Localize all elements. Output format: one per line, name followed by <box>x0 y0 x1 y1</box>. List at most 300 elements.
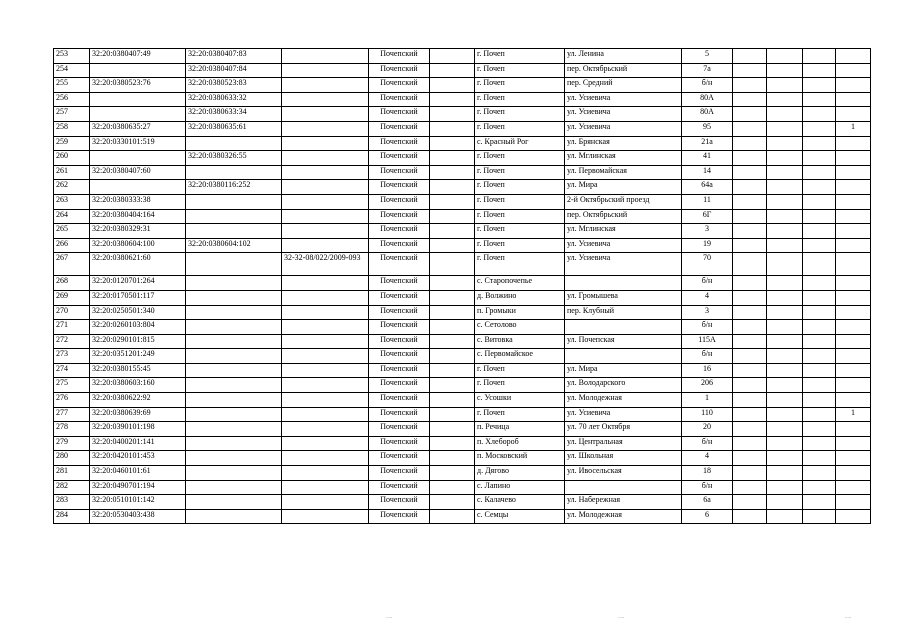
blank-cell <box>803 165 836 180</box>
cadastral-number-cell: 32:20:0380333:38 <box>90 194 186 209</box>
cadastral-number-2-cell <box>186 363 282 378</box>
blank-cell <box>430 466 475 481</box>
street-cell: ул. Молодежная <box>565 509 682 524</box>
street-cell: ул. Усиевича <box>565 107 682 122</box>
locality-cell: г. Почеп <box>475 194 565 209</box>
street-cell: ул. Усиевича <box>565 253 682 276</box>
blank-cell <box>767 363 803 378</box>
blank-cell <box>803 320 836 335</box>
house-number-cell: 7а <box>682 63 733 78</box>
row-number-cell: 262 <box>54 180 90 195</box>
district-cell: Почепский <box>369 209 430 224</box>
blank-cell <box>803 363 836 378</box>
blank-cell <box>430 92 475 107</box>
locality-cell: с. Сетолово <box>475 320 565 335</box>
blank-cell <box>767 378 803 393</box>
blank-cell <box>767 407 803 422</box>
blank-cell <box>733 209 767 224</box>
street-cell <box>565 349 682 364</box>
blank-cell <box>803 107 836 122</box>
street-cell: ул. Центральная <box>565 436 682 451</box>
blank-cell <box>803 238 836 253</box>
house-number-cell: 11 <box>682 194 733 209</box>
count-cell <box>836 180 871 195</box>
count-cell <box>836 238 871 253</box>
registration-number-cell <box>282 466 369 481</box>
house-number-cell: 21а <box>682 136 733 151</box>
cadastral-number-cell: 32:20:0380639:69 <box>90 407 186 422</box>
count-cell <box>836 107 871 122</box>
cadastral-number-cell: 32:20:0380407:49 <box>90 49 186 64</box>
district-cell: Почепский <box>369 136 430 151</box>
locality-cell: с. Первомайское <box>475 349 565 364</box>
cadastral-number-2-cell <box>186 290 282 305</box>
table-row <box>54 480 871 495</box>
blank-cell <box>430 290 475 305</box>
locality-cell: г. Почеп <box>475 63 565 78</box>
locality-cell: с. Семцы <box>475 509 565 524</box>
locality-cell: п. Московский <box>475 451 565 466</box>
table-row <box>54 253 871 276</box>
registration-number-cell <box>282 136 369 151</box>
blank-cell <box>430 305 475 320</box>
blank-cell <box>767 121 803 136</box>
district-cell: Почепский <box>369 290 430 305</box>
cadastral-number-cell: 32:20:0420101:453 <box>90 451 186 466</box>
registration-number-cell <box>282 363 369 378</box>
street-cell: пер. Средний <box>565 78 682 93</box>
locality-cell: с. Калачево <box>475 495 565 510</box>
count-cell: 1 <box>836 407 871 422</box>
cadastral-number-cell: 32:20:0380604:100 <box>90 238 186 253</box>
registration-number-cell <box>282 151 369 166</box>
count-cell <box>836 378 871 393</box>
blank-cell <box>803 305 836 320</box>
house-number-cell: 20 <box>682 422 733 437</box>
blank-cell <box>430 378 475 393</box>
locality-cell: г. Почеп <box>475 378 565 393</box>
cadastral-number-2-cell <box>186 422 282 437</box>
cadastral-number-2-cell <box>186 253 282 276</box>
blank-cell <box>767 393 803 408</box>
registration-number-cell <box>282 436 369 451</box>
street-cell: ул. Усиевича <box>565 92 682 107</box>
locality-cell: г. Почеп <box>475 121 565 136</box>
district-cell: Почепский <box>369 180 430 195</box>
house-number-cell: 64а <box>682 180 733 195</box>
count-cell <box>836 393 871 408</box>
row-number-cell: 257 <box>54 107 90 122</box>
locality-cell: г. Почеп <box>475 92 565 107</box>
locality-cell: с. Лапино <box>475 480 565 495</box>
blank-cell <box>803 209 836 224</box>
table-row <box>54 393 871 408</box>
cadastral-number-2-cell <box>186 194 282 209</box>
district-cell: Почепский <box>369 224 430 239</box>
district-cell: Почепский <box>369 509 430 524</box>
district-cell: Почепский <box>369 393 430 408</box>
blank-cell <box>803 393 836 408</box>
cadastral-number-cell: 32:20:0490701:194 <box>90 480 186 495</box>
blank-cell <box>733 121 767 136</box>
blank-cell <box>767 253 803 276</box>
blank-cell <box>733 407 767 422</box>
cadastral-number-cell: 32:20:0390101:198 <box>90 422 186 437</box>
count-cell <box>836 165 871 180</box>
blank-cell <box>430 180 475 195</box>
count-cell <box>836 305 871 320</box>
blank-cell <box>803 92 836 107</box>
house-number-cell: 95 <box>682 121 733 136</box>
table-row <box>54 209 871 224</box>
street-cell: ул. Мира <box>565 180 682 195</box>
count-cell <box>836 253 871 276</box>
locality-cell: п. Громыки <box>475 305 565 320</box>
blank-cell <box>733 363 767 378</box>
row-number-cell: 264 <box>54 209 90 224</box>
cadastral-number-cell: 32:20:0380621:60 <box>90 253 186 276</box>
house-number-cell: 80А <box>682 107 733 122</box>
locality-cell: г. Почеп <box>475 224 565 239</box>
house-number-cell: 41 <box>682 151 733 166</box>
district-cell: Почепский <box>369 320 430 335</box>
cadastral-number-2-cell <box>186 136 282 151</box>
blank-cell <box>733 305 767 320</box>
blank-cell <box>767 466 803 481</box>
locality-cell: г. Почеп <box>475 407 565 422</box>
district-cell: Почепский <box>369 253 430 276</box>
cadastral-number-2-cell <box>186 466 282 481</box>
blank-cell <box>733 107 767 122</box>
scan-mark: ..... <box>386 615 393 620</box>
cadastral-number-2-cell <box>186 276 282 291</box>
count-cell <box>836 49 871 64</box>
house-number-cell: 80А <box>682 92 733 107</box>
cadastral-number-2-cell <box>186 334 282 349</box>
table-row <box>54 165 871 180</box>
count-cell <box>836 334 871 349</box>
blank-cell <box>803 49 836 64</box>
street-cell: ул. Ивосельская <box>565 466 682 481</box>
cadastral-number-2-cell: 32:20:0380523:83 <box>186 78 282 93</box>
house-number-cell: 70 <box>682 253 733 276</box>
blank-cell <box>430 49 475 64</box>
house-number-cell: 5 <box>682 49 733 64</box>
district-cell: Почепский <box>369 107 430 122</box>
table-row <box>54 78 871 93</box>
locality-cell: с. Старопочепье <box>475 276 565 291</box>
blank-cell <box>767 334 803 349</box>
registration-number-cell <box>282 334 369 349</box>
locality-cell: с. Усошки <box>475 393 565 408</box>
table-row <box>54 238 871 253</box>
blank-cell <box>767 224 803 239</box>
registration-number-cell <box>282 165 369 180</box>
blank-cell <box>733 480 767 495</box>
cadastral-number-cell: 32:20:0120701:264 <box>90 276 186 291</box>
cadastral-number-2-cell <box>186 224 282 239</box>
table-row <box>54 224 871 239</box>
registration-number-cell <box>282 422 369 437</box>
blank-cell <box>767 480 803 495</box>
blank-cell <box>767 165 803 180</box>
blank-cell <box>767 209 803 224</box>
table-body <box>54 49 871 524</box>
cadastral-number-cell <box>90 92 186 107</box>
registration-number-cell <box>282 393 369 408</box>
blank-cell <box>733 78 767 93</box>
blank-cell <box>430 151 475 166</box>
count-cell <box>836 466 871 481</box>
registration-number-cell <box>282 495 369 510</box>
registration-number-cell <box>282 78 369 93</box>
registration-number-cell <box>282 480 369 495</box>
blank-cell <box>767 107 803 122</box>
blank-cell <box>430 320 475 335</box>
locality-cell: п. Речица <box>475 422 565 437</box>
row-number-cell: 266 <box>54 238 90 253</box>
blank-cell <box>733 451 767 466</box>
cadastral-number-cell: 32:20:0351201:249 <box>90 349 186 364</box>
table-row <box>54 466 871 481</box>
blank-cell <box>803 63 836 78</box>
blank-cell <box>803 436 836 451</box>
house-number-cell: б/н <box>682 78 733 93</box>
row-number-cell: 263 <box>54 194 90 209</box>
house-number-cell: 4 <box>682 451 733 466</box>
row-number-cell: 282 <box>54 480 90 495</box>
row-number-cell: 265 <box>54 224 90 239</box>
street-cell: 2-й Октябрьский проезд <box>565 194 682 209</box>
row-number-cell: 267 <box>54 253 90 276</box>
street-cell: ул. Усиевича <box>565 238 682 253</box>
table-row <box>54 63 871 78</box>
registration-number-cell <box>282 407 369 422</box>
blank-cell <box>803 495 836 510</box>
blank-cell <box>733 136 767 151</box>
locality-cell: г. Почеп <box>475 238 565 253</box>
house-number-cell: 4 <box>682 290 733 305</box>
blank-cell <box>733 436 767 451</box>
count-cell <box>836 349 871 364</box>
registration-number-cell <box>282 509 369 524</box>
row-number-cell: 254 <box>54 63 90 78</box>
blank-cell <box>767 194 803 209</box>
cadastral-number-cell <box>90 180 186 195</box>
district-cell: Почепский <box>369 495 430 510</box>
street-cell: ул. Мглинская <box>565 151 682 166</box>
locality-cell: г. Почеп <box>475 165 565 180</box>
row-number-cell: 258 <box>54 121 90 136</box>
locality-cell: г. Почеп <box>475 363 565 378</box>
row-number-cell: 256 <box>54 92 90 107</box>
row-number-cell: 284 <box>54 509 90 524</box>
cadastral-number-2-cell: 32:20:0380633:34 <box>186 107 282 122</box>
count-cell <box>836 194 871 209</box>
house-number-cell: 3 <box>682 305 733 320</box>
blank-cell <box>767 63 803 78</box>
cadastral-number-cell: 32:20:0380155:45 <box>90 363 186 378</box>
blank-cell <box>767 422 803 437</box>
blank-cell <box>430 407 475 422</box>
blank-cell <box>430 78 475 93</box>
cadastral-number-cell: 32:20:0290101:815 <box>90 334 186 349</box>
row-number-cell: 279 <box>54 436 90 451</box>
locality-cell: г. Почеп <box>475 49 565 64</box>
count-cell <box>836 480 871 495</box>
row-number-cell: 277 <box>54 407 90 422</box>
house-number-cell: б/н <box>682 349 733 364</box>
blank-cell <box>430 509 475 524</box>
cadastral-number-cell <box>90 63 186 78</box>
blank-cell <box>803 334 836 349</box>
blank-cell <box>733 276 767 291</box>
cadastral-number-cell: 32:20:0510101:142 <box>90 495 186 510</box>
property-table <box>53 48 871 524</box>
locality-cell: г. Почеп <box>475 180 565 195</box>
count-cell <box>836 320 871 335</box>
blank-cell <box>430 334 475 349</box>
district-cell: Почепский <box>369 194 430 209</box>
blank-cell <box>733 49 767 64</box>
row-number-cell: 271 <box>54 320 90 335</box>
house-number-cell: 3 <box>682 224 733 239</box>
blank-cell <box>803 121 836 136</box>
house-number-cell: 6а <box>682 495 733 510</box>
blank-cell <box>803 180 836 195</box>
district-cell: Почепский <box>369 63 430 78</box>
street-cell: ул. Почепская <box>565 334 682 349</box>
cadastral-number-cell: 32:20:0250501:340 <box>90 305 186 320</box>
blank-cell <box>733 422 767 437</box>
blank-cell <box>803 451 836 466</box>
table-row <box>54 151 871 166</box>
street-cell: ул. 70 лет Октября <box>565 422 682 437</box>
blank-cell <box>803 480 836 495</box>
blank-cell <box>767 180 803 195</box>
count-cell <box>836 451 871 466</box>
cadastral-number-cell <box>90 107 186 122</box>
count-cell <box>836 224 871 239</box>
cadastral-number-cell: 32:20:0330101:519 <box>90 136 186 151</box>
count-cell <box>836 276 871 291</box>
locality-cell: д. Волжино <box>475 290 565 305</box>
locality-cell: с. Витовка <box>475 334 565 349</box>
row-number-cell: 278 <box>54 422 90 437</box>
row-number-cell: 280 <box>54 451 90 466</box>
street-cell: ул. Усиевича <box>565 121 682 136</box>
cadastral-number-2-cell: 32:20:0380604:102 <box>186 238 282 253</box>
count-cell: 1 <box>836 121 871 136</box>
count-cell <box>836 422 871 437</box>
cadastral-number-cell <box>90 151 186 166</box>
blank-cell <box>430 136 475 151</box>
registration-number-cell <box>282 224 369 239</box>
locality-cell: г. Почеп <box>475 209 565 224</box>
blank-cell <box>803 276 836 291</box>
district-cell: Почепский <box>369 422 430 437</box>
blank-cell <box>803 151 836 166</box>
cadastral-number-2-cell <box>186 393 282 408</box>
blank-cell <box>733 378 767 393</box>
table-row <box>54 276 871 291</box>
blank-cell <box>733 224 767 239</box>
cadastral-number-2-cell <box>186 509 282 524</box>
blank-cell <box>767 320 803 335</box>
blank-cell <box>430 495 475 510</box>
blank-cell <box>803 378 836 393</box>
count-cell <box>836 63 871 78</box>
blank-cell <box>733 165 767 180</box>
blank-cell <box>767 305 803 320</box>
blank-cell <box>733 509 767 524</box>
district-cell: Почепский <box>369 363 430 378</box>
cadastral-number-2-cell <box>186 451 282 466</box>
blank-cell <box>733 320 767 335</box>
cadastral-number-2-cell <box>186 436 282 451</box>
district-cell: Почепский <box>369 480 430 495</box>
table-row <box>54 320 871 335</box>
row-number-cell: 253 <box>54 49 90 64</box>
district-cell: Почепский <box>369 238 430 253</box>
street-cell: ул. Первомайская <box>565 165 682 180</box>
street-cell: ул. Школьная <box>565 451 682 466</box>
table-row <box>54 509 871 524</box>
blank-cell <box>767 92 803 107</box>
street-cell <box>565 320 682 335</box>
table-row <box>54 121 871 136</box>
blank-cell <box>803 466 836 481</box>
registration-number-cell <box>282 209 369 224</box>
blank-cell <box>733 466 767 481</box>
district-cell: Почепский <box>369 466 430 481</box>
locality-cell: п. Хлебороб <box>475 436 565 451</box>
cadastral-number-2-cell <box>186 305 282 320</box>
district-cell: Почепский <box>369 92 430 107</box>
district-cell: Почепский <box>369 407 430 422</box>
table-row <box>54 422 871 437</box>
blank-cell <box>767 451 803 466</box>
row-number-cell: 269 <box>54 290 90 305</box>
district-cell: Почепский <box>369 276 430 291</box>
blank-cell <box>430 480 475 495</box>
blank-cell <box>803 509 836 524</box>
locality-cell: г. Почеп <box>475 107 565 122</box>
table-row <box>54 136 871 151</box>
blank-cell <box>733 393 767 408</box>
blank-cell <box>430 349 475 364</box>
blank-cell <box>733 349 767 364</box>
table-row <box>54 436 871 451</box>
street-cell: ул. Усиевича <box>565 407 682 422</box>
registration-number-cell <box>282 349 369 364</box>
table-row <box>54 451 871 466</box>
blank-cell <box>733 290 767 305</box>
cadastral-number-cell: 32:20:0380329:31 <box>90 224 186 239</box>
cadastral-number-2-cell <box>186 349 282 364</box>
street-cell: ул. Громышева <box>565 290 682 305</box>
count-cell <box>836 92 871 107</box>
cadastral-number-2-cell: 32:20:0380407:83 <box>186 49 282 64</box>
registration-number-cell: 32-32-08/022/2009-093 <box>282 253 369 276</box>
cadastral-number-2-cell: 32:20:0380635:61 <box>186 121 282 136</box>
registration-number-cell <box>282 276 369 291</box>
registration-number-cell <box>282 378 369 393</box>
cadastral-number-2-cell: 32:20:0380633:32 <box>186 92 282 107</box>
cadastral-number-2-cell <box>186 209 282 224</box>
house-number-cell: б/н <box>682 320 733 335</box>
cadastral-number-2-cell <box>186 495 282 510</box>
